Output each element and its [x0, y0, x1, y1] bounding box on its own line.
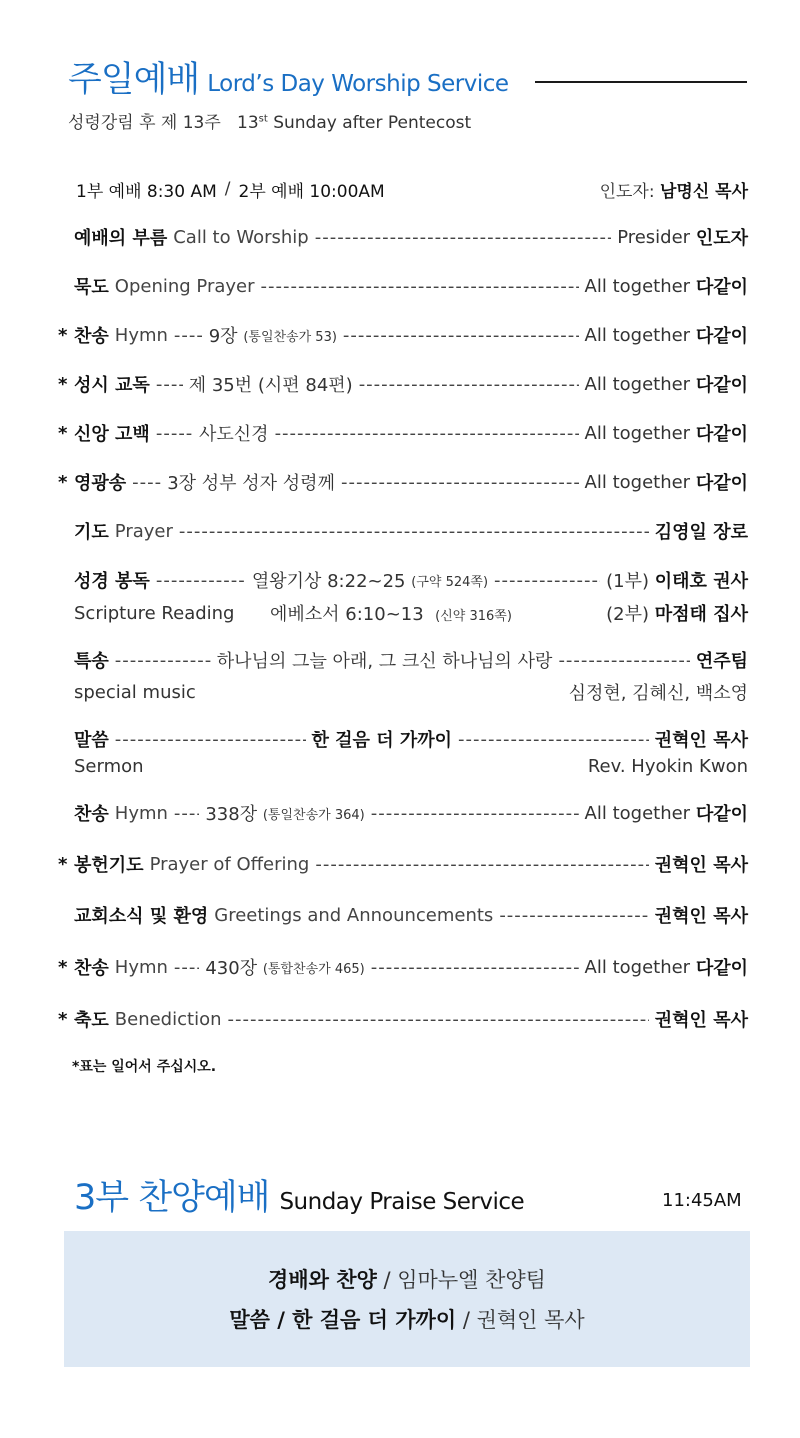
item-detail-note: (통일찬송가 53) [243, 329, 337, 345]
item-presider: 다같이 [695, 375, 748, 396]
item-label-ko: 영광송 [74, 473, 127, 494]
leader-dashes [174, 325, 203, 346]
item-detail: 사도신경 [199, 424, 269, 445]
program-row [58, 1004, 748, 1034]
leader-label: 인도자: [599, 181, 655, 202]
leader-dashes [228, 1009, 649, 1030]
leader-dashes [261, 276, 579, 297]
item-presider-en: All together [584, 471, 691, 493]
item-detail-note: (통합찬송가 465) [262, 961, 365, 977]
special-title: 하나님의 그늘 아래, 그 크신 하나님의 사랑 [216, 651, 553, 672]
item-label-en: Greetings and Announcements [214, 904, 494, 926]
praise-title-ko: 3부 찬양예배 [74, 1178, 270, 1218]
leader-dashes [458, 729, 649, 750]
program-row [58, 369, 748, 399]
praise-line1-plain: 임마누엘 찬양팀 [397, 1268, 546, 1292]
special-music-row-2 [74, 679, 748, 705]
standing-marker: * [58, 471, 68, 493]
special-performers: 심정현, 김혜신, 백소영 [568, 683, 748, 704]
scripture-reader2-wrap [606, 600, 748, 626]
leader-dashes [156, 374, 183, 395]
item-detail: 3장 성부 성자 성령께 [167, 473, 335, 494]
item-label-en: Opening Prayer [114, 275, 255, 297]
praise-header [74, 1170, 524, 1220]
service-times [76, 174, 748, 204]
special-label-en: special music [74, 681, 196, 703]
praise-box [64, 1231, 750, 1367]
program-row [58, 418, 748, 448]
leader-dashes [371, 957, 579, 978]
leader-dashes [156, 570, 246, 591]
item-presider-en: All together [584, 275, 691, 297]
item-presider: 다같이 [695, 277, 748, 298]
item-presider-en: All together [584, 373, 691, 395]
leader-dashes [315, 227, 611, 248]
program-row [58, 467, 748, 497]
item-label-ko: 교회소식 및 환영 [74, 906, 209, 927]
standing-marker: * [58, 373, 68, 395]
scripture-part1: (1부) [606, 571, 650, 592]
item-presider-en: All together [584, 324, 691, 346]
program-row [58, 849, 748, 879]
service-header [68, 52, 509, 102]
scripture-ref2-page: (신약 316쪽) [435, 609, 512, 624]
standing-note: *표는 일어서 주십시오. [72, 1059, 217, 1075]
first-service-time: 1부 예배 8:30 AM [76, 181, 217, 202]
item-presider: 권혁인 목사 [654, 855, 748, 876]
leader-dashes [315, 854, 648, 875]
scripture-ref2: 에베소서 6:10~13 [270, 604, 424, 625]
sermon-preacher: 권혁인 목사 [654, 730, 748, 751]
leader-dashes [174, 957, 199, 978]
sermon-label-en: Sermon [74, 755, 144, 777]
praise-line2-bold: 말씀 / 한 걸음 더 가까이 [229, 1308, 457, 1332]
item-label-en: Benediction [114, 1008, 222, 1030]
time-separator: / [224, 179, 231, 199]
praise-line-2 [64, 1304, 750, 1334]
leader-dashes [341, 472, 579, 493]
scripture-ref1: 열왕기상 8:22~25 [251, 571, 406, 592]
scripture-row [58, 565, 748, 595]
header-rule [535, 81, 747, 83]
item-presider: 권혁인 목사 [654, 906, 748, 927]
leader-dashes [115, 729, 306, 750]
item-label-ko: 축도 [74, 1010, 109, 1031]
scripture-reader1: 이태호 권사 [654, 571, 748, 592]
item-detail: 338장 [205, 804, 258, 825]
program-row [58, 952, 748, 982]
special-right: 연주팀 [695, 651, 748, 672]
leader-dashes [499, 905, 648, 926]
item-presider: 권혁인 목사 [654, 1010, 748, 1031]
leader-dashes [371, 803, 579, 824]
item-label-en: Hymn [114, 324, 168, 346]
item-presider: 다같이 [695, 326, 748, 347]
leader-dashes [494, 570, 600, 591]
item-label-en: Hymn [114, 956, 168, 978]
second-service-time: 2부 예배 10:00AM [238, 181, 385, 202]
standing-marker: * [58, 853, 68, 875]
praise-line1-sep: / [383, 1268, 391, 1292]
item-presider: 다같이 [695, 424, 748, 445]
item-detail: 430장 [205, 958, 258, 979]
program-row [58, 320, 748, 350]
item-presider-en: All together [584, 956, 691, 978]
sermon-title: 한 걸음 더 가까이 [311, 730, 453, 751]
item-label-ko: 묵도 [74, 277, 109, 298]
subtitle-sup: st [258, 113, 268, 125]
item-label-ko: 신앙 고백 [74, 424, 150, 445]
item-presider: 다같이 [695, 958, 748, 979]
special-label-ko: 특송 [74, 651, 109, 672]
sermon-label-ko: 말씀 [74, 730, 109, 751]
item-label-ko: 찬송 [74, 804, 109, 825]
praise-time: 11:45AM [662, 1190, 742, 1211]
service-title-ko: 주일예배 [68, 60, 200, 100]
item-label-ko: 기도 [74, 522, 109, 543]
item-label-en: Call to Worship [173, 226, 309, 248]
scripture-row-2 [74, 600, 748, 626]
sermon-row-2 [74, 753, 748, 779]
item-presider-en: All together [584, 422, 691, 444]
leader-dashes [558, 650, 689, 671]
leader-dashes [179, 521, 649, 542]
item-label-ko: 찬송 [74, 958, 109, 979]
praise-line-1 [64, 1264, 750, 1294]
program-row [58, 900, 748, 930]
service-title-en: Lord’s Day Worship Service [207, 71, 509, 97]
leader-dashes [343, 325, 579, 346]
subtitle-en: Sunday after Pentecost [273, 113, 472, 133]
leader-dashes [132, 472, 161, 493]
sermon-preacher-en: Rev. Hyokin Kwon [587, 755, 748, 777]
praise-title-en: Sunday Praise Service [279, 1189, 525, 1215]
scripture-ref1-page: (구약 524쪽) [411, 574, 489, 590]
standing-marker: * [58, 1008, 68, 1030]
scripture-ref2-wrap [270, 600, 512, 626]
special-music-row [58, 645, 748, 675]
item-label-en: Prayer [114, 520, 173, 542]
leader-dashes [174, 803, 199, 824]
sermon-row [58, 724, 748, 754]
item-label-ko: 봉헌기도 [74, 855, 144, 876]
scripture-label-ko: 성경 봉독 [74, 571, 150, 592]
program-row [58, 222, 748, 252]
leader-name: 남명신 목사 [659, 181, 748, 202]
item-label-en: Hymn [114, 802, 168, 824]
item-presider: 다같이 [695, 804, 748, 825]
item-presider-en: Presider [617, 226, 691, 248]
praise-line2-plain: 권혁인 목사 [476, 1308, 585, 1332]
item-presider: 김영일 장로 [654, 522, 748, 543]
item-presider: 인도자 [695, 228, 748, 249]
item-presider-en: All together [584, 802, 691, 824]
program-row [58, 516, 748, 546]
program-row [58, 271, 748, 301]
leader-dashes [359, 374, 579, 395]
item-label-ko: 찬송 [74, 326, 109, 347]
item-presider: 다같이 [695, 473, 748, 494]
standing-marker: * [58, 422, 68, 444]
scripture-label-en: Scripture Reading [74, 602, 235, 624]
program-row [58, 798, 748, 828]
item-label-ko: 성시 교독 [74, 375, 150, 396]
standing-marker: * [58, 956, 68, 978]
praise-line2-sep: / [462, 1308, 470, 1332]
subtitle-ko: 성령강림 후 제 13주 [68, 113, 221, 133]
item-detail-note: (통일찬송가 364) [262, 807, 365, 823]
item-detail: 9장 [208, 326, 238, 347]
leader-dashes [275, 423, 579, 444]
standing-marker: * [58, 324, 68, 346]
scripture-part2: (2부) [606, 604, 650, 625]
item-label-en: Prayer of Offering [149, 853, 310, 875]
item-label-ko: 예배의 부름 [74, 228, 168, 249]
praise-line1-bold: 경배와 찬양 [268, 1268, 377, 1292]
subtitle-num: 13 [237, 113, 259, 133]
service-subtitle [68, 108, 471, 133]
leader-dashes [156, 423, 193, 444]
leader-dashes [115, 650, 211, 671]
item-detail: 제 35번 (시편 84편) [188, 375, 353, 396]
scripture-reader2: 마점태 집사 [654, 604, 748, 625]
